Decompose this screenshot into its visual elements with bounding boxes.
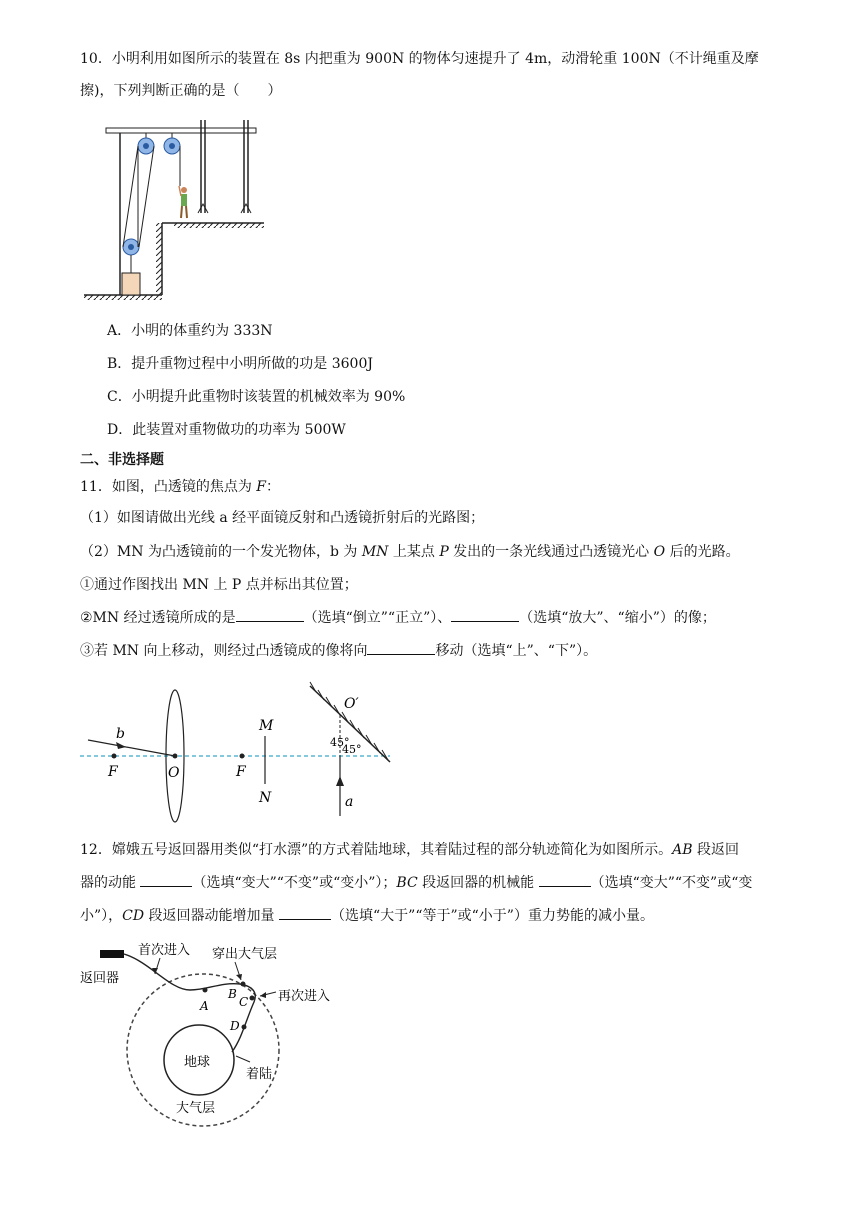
label-c-point: C: [239, 995, 249, 1009]
pulley-figure: [84, 118, 274, 300]
trajectory-figure: [80, 940, 350, 1130]
q11-part1: （1）如图请做出光线 a 经平面镜反射和凸透镜折射后的光路图；: [80, 510, 485, 526]
q10-option-b: B．提升重物过程中小明所做的功是 3600J: [107, 356, 373, 372]
label-angle2: 45°: [342, 743, 362, 756]
label-angle1: 45°: [330, 736, 350, 749]
blank-orientation[interactable]: [236, 607, 304, 622]
label-a: a: [345, 794, 354, 810]
q11-stem-line1: 11．如图，凸透镜的焦点为 F：: [80, 479, 280, 495]
q12-stem-line3: 小”），CD 段返回器动能增加量 （选填“大于”“等于”或“小于”）重力势能的减小量。: [80, 905, 654, 927]
label-landing: 着陆: [246, 1067, 273, 1082]
label-b-point: B: [228, 987, 237, 1001]
label-m: M: [259, 718, 274, 734]
blank-direction[interactable]: [367, 640, 435, 655]
q12-stem-line2: 器的动能 （选填“变大”“不变”或“变小”）；BC 段返回器的机械能 （选填“变大”“不变”或“变: [80, 872, 752, 894]
label-n: N: [259, 790, 272, 806]
lens-figure: [80, 678, 400, 820]
q11-step3: ③若 MN 向上移动，则经过凸透镜成的像将向 移动（选填“上”、“下”）。: [80, 640, 597, 662]
q10-option-d: D．此装置对重物做功的功率为 500W: [107, 422, 346, 438]
q10-stem-line1: 10．小明利用如图所示的装置在 8s 内把重为 900N 的物体匀速提升了 4m，动滑轮重 100N（不计绳重及摩: [80, 51, 759, 67]
q11-part2: （2）MN 为凸透镜前的一个发光物体，b 为 MN 上某点 P 发出的一条光线通过凸透镜光心 O 后的光路。: [80, 544, 740, 560]
label-o-prime: O′: [344, 696, 359, 712]
label-o: O: [168, 765, 180, 781]
label-exit-atmosphere: 穿出大气层: [212, 947, 278, 962]
q12-stem-line1: 12．嫦娥五号返回器用类似“打水漂”的方式着陆地球，其着陆过程的部分轨迹简化为如图所示。AB 段返回: [80, 842, 739, 858]
label-f-right: F: [236, 764, 246, 780]
label-returner: 返回器: [80, 971, 120, 986]
q11-step1: ①通过作图找出 MN 上 P 点并标出其位置；: [80, 577, 358, 593]
label-a-point: A: [200, 999, 209, 1013]
q10-stem-line2: 擦)，下列判断正确的是（ ）: [80, 83, 282, 99]
label-atmosphere: 大气层: [176, 1101, 216, 1116]
section-title: 二、非选择题: [80, 452, 164, 468]
label-first-entry: 首次进入: [138, 943, 191, 958]
blank-cd-compare[interactable]: [279, 905, 331, 920]
q11-step2: ②MN 经过透镜所成的是 （选填“倒立”“正立”）、 （选填“放大”、“缩小”）的像；: [80, 607, 716, 629]
label-d-point: D: [230, 1019, 240, 1033]
label-re-entry: 再次进入: [278, 989, 331, 1004]
label-earth: 地球: [184, 1055, 211, 1070]
q10-option-c: C．小明提升此重物时该装置的机械效率为 90%: [107, 389, 406, 405]
label-b: b: [116, 726, 125, 742]
blank-size[interactable]: [451, 607, 519, 622]
blank-ab-kinetic[interactable]: [140, 872, 192, 887]
blank-bc-mechanical[interactable]: [539, 872, 591, 887]
label-f-left: F: [108, 764, 118, 780]
q10-option-a: A．小明的体重约为 333N: [107, 323, 273, 339]
